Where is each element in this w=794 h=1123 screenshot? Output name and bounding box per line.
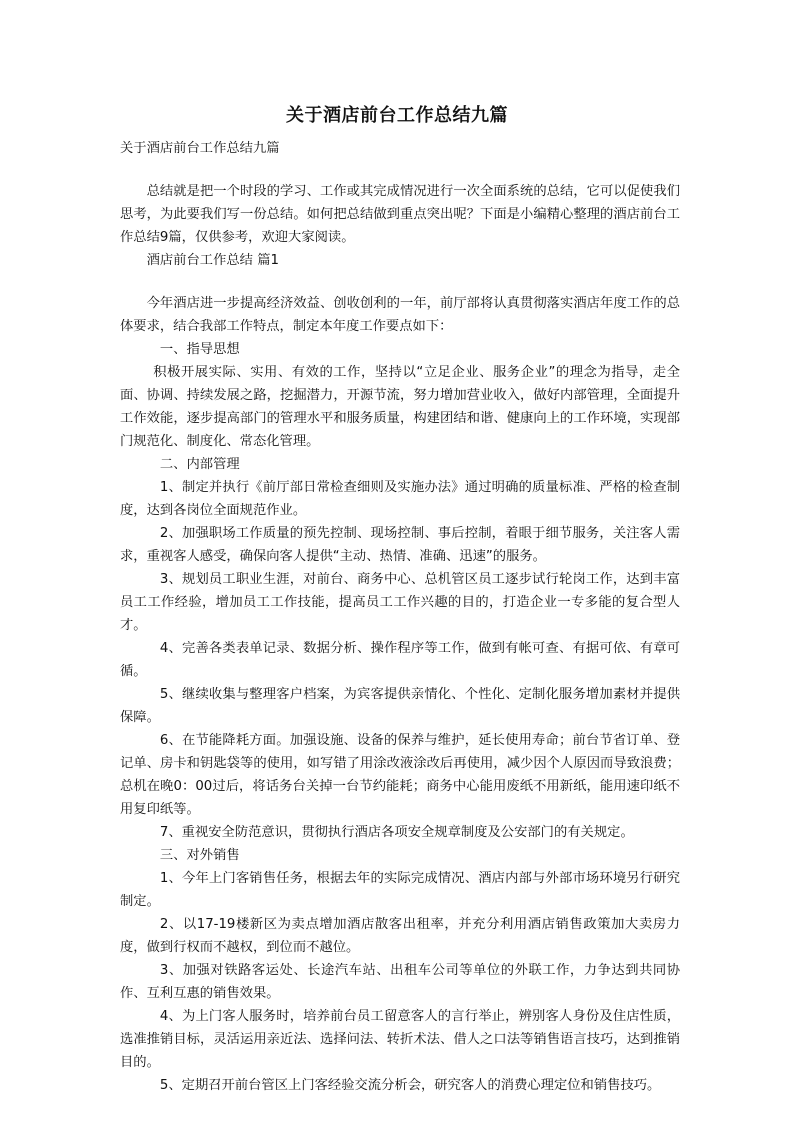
list-item: 6、在节能降耗方面。加强设施、设备的保养与维护，延长使用寿命；前台节省订单、登记单、房卡和钥匙袋等的使用，如写错了用涂改液涂改后再使用，减少因个人原因而导致浪费；总机在晚0：00过后，将话务台关掉一台节约能耗；商务中心能用废纸不用新纸，能用速印纸不用复印纸等。	[120, 733, 680, 817]
list-item: 4、完善各类表单记录、数据分析、操作程序等工作，做到有帐可查、有据可依、有章可循。	[120, 641, 680, 679]
list-item: 5、定期召开前台管区上门客经验交流分析会，研究客人的消费心理定位和销售技巧。	[159, 1078, 661, 1093]
document-body	[120, 180, 680, 1097]
list-item: 2、加强职场工作质量的预先控制、现场控制、事后控制，着眼于细节服务，关注客人需求，重视客人感受，确保向客人提供“主动、热情、准确、迅速”的服务。	[120, 526, 680, 564]
list-item: 3、加强对铁路客运处、长途汽车站、出租车公司等单位的外联工作，力争达到共同协作、互利互惠的销售效果。	[120, 963, 680, 1001]
document-title: 关于酒店前台工作总结九篇	[286, 105, 508, 126]
list-item: 1、今年上门客销售任务，根据去年的实际完成情况、酒店内部与外部市场环境另行研究制定。	[120, 871, 680, 909]
section-heading: 一、指导思想	[159, 342, 240, 357]
intro-paragraph: 总结就是把一个时段的学习、工作或其完成情况进行一次全面系统的总结，它可以促使我们思考，为此要我们写一份总结。如何把总结做到重点突出呢？下面是小编精心整理的酒店前台工作总结9篇，仅供参考，欢迎大家阅读。	[120, 184, 680, 245]
list-item: 7、重视安全防范意识，贯彻执行酒店各项安全规章制度及公安部门的有关规定。	[159, 825, 634, 840]
paragraph: 积极开展实际、实用、有效的工作，坚持以“立足企业、服务企业”的理念为指导，走全面、协调、持续发展之路，挖掘潜力，开源节流，努力增加营业收入，做好内部管理，全面提升工作效能，逐步提高部门的管理水平和服务质量，构建团结和谐、健康向上的工作环境，实现部门规范化、制度化、常态化管理。	[120, 365, 680, 449]
section-heading: 三、对外销售	[159, 848, 240, 863]
list-item: 2、以17-19楼新区为卖点增加酒店散客出租率，并充分利用酒店销售政策加大卖房力度，做到行权而不越权，到位而不越位。	[120, 917, 680, 955]
list-item: 5、继续收集与整理客户档案，为宾客提供亲情化、个性化、定制化服务增加素材并提供保障。	[120, 687, 680, 725]
list-item: 1、制定并执行《前厅部日常检查细则及实施办法》通过明确的质量标准、严格的检查制度，达到各岗位全面规范作业。	[120, 480, 680, 518]
list-item: 4、为上门客人服务时，培养前台员工留意客人的言行举止，辨别客人身份及住店性质，选准推销目标，灵活运用亲近法、选择问法、转折术法、借人之口法等销售语言技巧，达到推销目的。	[120, 1009, 680, 1070]
list-item: 3、规划员工职业生涯，对前台、商务中心、总机管区员工逐步试行轮岗工作，达到丰富员工工作经验，增加员工工作技能，提高员工工作兴趣的目的，打造企业一专多能的复合型人才。	[120, 572, 680, 633]
document-subtitle: 关于酒店前台工作总结九篇	[120, 141, 280, 156]
section-heading: 二、内部管理	[159, 457, 240, 472]
section-heading: 酒店前台工作总结 篇1	[146, 253, 279, 268]
paragraph: 今年酒店进一步提高经济效益、创收创利的一年，前厅部将认真贯彻落实酒店年度工作的总体要求，结合我部工作特点，制定本年度工作要点如下：	[120, 296, 680, 334]
